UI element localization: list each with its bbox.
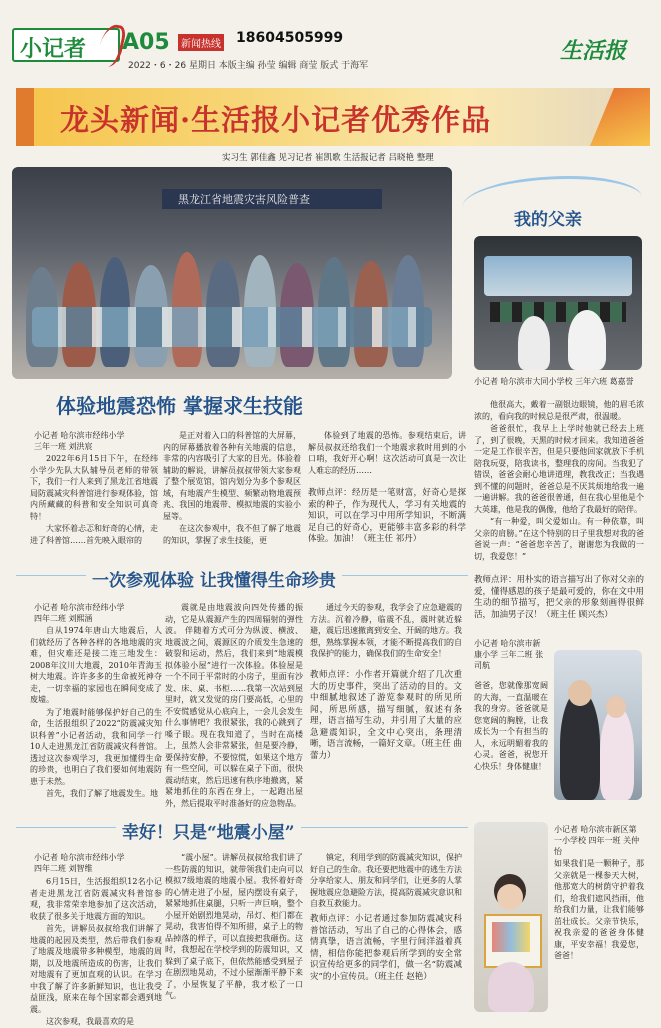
poem2-box: [474, 818, 644, 1016]
article1-col1: [30, 453, 158, 559]
father-headline: 我的父亲: [514, 210, 582, 230]
section-name: 小记者: [20, 37, 87, 62]
dateline: 2022・6・26 星期日 本版主编 孙莹 编辑 商莹 版式 于海军: [128, 61, 369, 71]
banner: [20, 88, 650, 146]
group-photo: [12, 167, 452, 379]
article2-comment: 教师点评：小作者开篇就介绍了几次重大的历史事件，突出了活动的目的。文中细腻地叙述了游览参观时的所见所闻，所思所感，描写细腻，叙述有条理，语言描写生动，并引用了大量的应急避震知识，全文中心突出，条理清晰，语言流畅，一篇好文章。（班主任 曲蕾力）: [310, 670, 462, 761]
poem1-box: [474, 638, 644, 808]
father-body-p2: 爸爸很忙，我早上上学时他就已经去上班了，到了很晚，天黑的时候才回来。我知道爸爸一定是工作很辛苦，但是只要他回家就放下手机陪我玩耍，陪我读书，整理我的房间。当我犯了错误，爸爸会耐心地讲道理，教我改正；当我遇到不懂的问题时，爸爸总是不厌其烦地给我一遍一遍讲解。我的爸爸很普通，但在我心里他是个大英雄，他是我的偶像，他给了我最好的陪伴。: [474, 424, 644, 514]
banner-credits: 实习生 郭佳鑫 见习记者 崔凯歌 生活报记者 吕晓艳 整理: [222, 153, 434, 163]
hotline-label: 新闻热线: [178, 34, 224, 51]
article2-headline: 一次参观体验 让我懂得生命珍贵: [86, 566, 342, 591]
article1-headline: 体验地震恐怖 掌握求生技能: [56, 394, 303, 418]
article1-col1-p1: 2022年6月15日下午，在经纬小学少先队大队辅导员老师的带领下，我们一行人来到了黑龙江省地震局防震减灾科普馆进行参观体验，馆内所藏藏的科普和安全知识可真奇特！: [30, 454, 158, 521]
article2-author-text: 小记者 哈尔滨市经纬小学 四年二班 刘熙涵: [34, 603, 125, 623]
article3-col3: [310, 852, 462, 914]
father-author: 小记者 哈尔滨市大同小学校 三年六班 葛嘉誉: [474, 377, 634, 386]
poem2-author: 小记者 哈尔滨市新区第一小学校 四年一班 关仲怡: [554, 825, 640, 856]
photo-crowd: [12, 227, 452, 379]
hotline-number: 18604505999: [236, 30, 344, 46]
article1-author-text: 小记者 哈尔滨市经纬小学 三年一班 刘洪宸: [34, 431, 125, 451]
banner-title: 龙头新闻·生活报小记者优秀作品: [60, 103, 492, 137]
paper-logo: 生活报: [560, 38, 627, 64]
article2-col1-p3: 首先，我们了解了地震发生。地: [46, 789, 158, 798]
cockpit-photo: [474, 236, 642, 370]
article3-col1-p3: 这次参观，我最喜欢的是: [46, 1017, 134, 1026]
page-header: [12, 18, 652, 88]
article2-col1-p1: 自从1974年唐山大地震后，人们就经历了各种各样的各地地震的灾难，但灾难还是接二连三地发生：2008年汶川大地震，2010年青海玉树大地震。许许多多的生命被死神夺走，一切幸福的家园也在瞬间变成了废墟。: [30, 626, 162, 704]
article1-col2: [163, 430, 301, 560]
poem2-text: 如果我们是一颗种子，那父亲就是一棵参天大树，他那宽大的树荫守护着我们，给我们遮风挡雨，他给我们力量，让我们能够茁壮成长。父亲节快乐，祝我亲爱的爸爸身体健康，平安幸福！我爱您，爸爸！: [554, 859, 644, 960]
article2-col2-p1: 震就是由地震波向四处传播的振动，它是从震源产生的四周辐射的弹性波。 伴随着方式可分为纵波、横波、地震波之间，震源区的介质发生急速的破裂和运动，然后，我们来到“地震模拟体验小屋”进行一次体验。体验屋是一个不同于平常时的小房子，里面有沙发、床、桌、书柜……我第一次站到屋里时，就又发觉的房门要高低，心里的不安慌感觉从心底向上，一会儿会发生什么事情吧？我很紧张，我的心跳到了嗓子眼。现在我知道了，当时在高楼上，虽然人会非常紧张，但是要冷静，要保持安静，不要惊慌，如果这个地方有一些空间，可以躲在桌子下面，很快震动结束，然后迅速有秩序地撤离，紧紧地抓住的东西在身上，一起跑出屋外，然后提取平时准备好的应急物品。: [165, 603, 303, 808]
article1-comment: 教师点评：经历是一笔财富，好奇心是探索的种子，作为现代人，学习有关地震的知识，可以在学习中用所学知识，不断满足自己的好奇心，更能够丰富多彩的科学体验。加油！（班主任 祁丹）: [308, 488, 466, 544]
article2-col3-p1: 通过今天的参观，我学会了应急避震的方法。沉着冷静，临震不乱，震时就近躲避，震后迅速撤离到安全、开阔的地方。我想，熟练掌握本领，才能不断提高我们的自我保护的能力，确保我们的生命安全！: [310, 603, 462, 658]
child-drawing-photo: [474, 822, 548, 1012]
article2-col1-p2: 为了地震时能够保护好自己的生命，生活报组织了2022“防震减灾知识科普”小记者活动，我和同学一行10人走进黑龙江省防震减灾科普馆。透过这次参观学习，我更加懂得生命的珍贵，也明白了我们要如何地震防患于未然。: [30, 707, 162, 786]
poem1-text: 爸爸，您就像那宽阔的大海，一直温暖在我的身旁。爸爸就是您宽阔的胸膛，让我成长为一个有担当的人，永远明媚着我的心灵。爸爸，祝您开心快乐！身体健康！: [474, 681, 548, 771]
article1-col3: [308, 430, 466, 490]
poem1-author: 小记者 哈尔滨市新康小学 三年二班 张司航: [474, 639, 544, 670]
article2-col2: [165, 602, 303, 806]
photo-sign: 黑龙江省地震灾害风险普查: [178, 193, 310, 206]
article3-col1-p1: 6月15日，生活报组织12名小记者走进黑龙江省防震减灾科普馆参观，我非常荣幸地参加了这次活动，收获了很多关于地震方面的知识。: [30, 877, 162, 921]
article3-col2-p1: “震小屋”。讲解员叔叔给我们讲了一些防震的知识，就带领我们走向可以模拟7级地震的地震小屋。我怀着好奇的心情走进了小屋，屋内摆设有桌子，紧紧地抓住桌腿，只听一声巨响，整个小屋开始剧烈地晃动，吊灯、柜门都在晃动，我害怕得不知所措，桌子上的物品掉落的样子，可以直接把我砸伤。这时，我想起在学校学到的防震知识，又躲到了桌子底下，但依然能感受到屋子在剧烈地晃动，不过小屋渐渐平静下来了，小屋恢复了平静，我才松了一口气。: [165, 853, 303, 1000]
father-body-p3: “有一种爱，叫父爱如山。有一种依靠，叫父亲的肩膀。”在这个特别的日子里我想对我的爸爸说一声：“爸爸您辛苦了，谢谢您为我做的一切，我爱您！”: [474, 517, 644, 561]
article1-col2-p2: 在这次参观中，我不但了解了地震的知识，掌握了求生技能，更: [163, 524, 301, 545]
article3-author: [34, 852, 158, 874]
article2-col1: [30, 625, 162, 805]
article3-author-text: 小记者 哈尔滨市经纬小学 四年二班 刘智维: [34, 853, 125, 873]
article1-col3-p1: 体验到了地震的恐怖。参观结束后，讲解员叔叔还给我们一个地震求救时用到的小口哨，我好开心啊！这次活动可真是一次让人难忘的经历……: [308, 431, 466, 475]
father-comment: 教师点评：用朴实的语言描写出了你对父亲的爱，懂得感恩的孩子是最可爱的，你在文中用生动的细节描写，把父亲的形象刻画得很鲜活，加油男子汉！（班主任 顾兴杰）: [474, 575, 645, 620]
article2-author: [34, 602, 158, 624]
article3-col2: [165, 852, 303, 1016]
article2-col3: [310, 602, 462, 670]
article3-col1-p2: 首先，讲解员叔叔给我们讲解了地震的起因及类型，然后带我们参观了地震及地震带多种模型，地震的周期，以及地震所造成的伤害，让我们对地震有了更加直观的认识。在学习中我了解了许多新鲜知识，也让我受益匪浅，原来在每个国家都会遇到地震。: [30, 924, 162, 1014]
article3-comment: 教师点评：小记者通过参加防震减灾科普馆活动，写出了自己的心得体会，感情真挚，语言流畅，字里行间洋溢着真情，相信你能把参观后所学到的安全常识宣传给更多的同学们，做一名“防震减灾”的小宣传员。（班主任 赵艳）: [310, 914, 462, 982]
article1-author: [34, 430, 158, 452]
father-body: [474, 399, 644, 579]
article3-col3-p1: 镇定，利用学到的防震减灾知识，保护好自己的生命。我还要把地震中的逃生方法分享给家人、朋友和同学们，让更多的人掌握地震应急避险方法，提高防震减灾意识和自救互救能力。: [310, 853, 462, 908]
father-body-p1: 他很高大，戴着一副银边眼镜，他的眉毛浓浓的，看向我的时候总是很严肃，很温暖。: [474, 400, 644, 421]
banner-decoration-right: [590, 88, 650, 146]
article3-col1: [30, 876, 162, 1026]
article1-col1-p2: 大家怀着忐忑和好奇的心情，走进了科普馆……首先映入眼帘的: [30, 524, 158, 545]
article1-col2-p1: 是正对着入口的科普馆的大屏幕，内的屏幕播放着各种有关地震的信息，非常的内容吸引了大家的目光。体验着辅助的解说，讲解员叔叔带领大家参观了整个展览馆，馆内划分为多个参观区域，有地震产生模型、频繁动物地震预兆、我国的地震带、模拟地震的实验小屋等。: [163, 431, 301, 521]
banner-decoration: [16, 88, 34, 146]
page-number: A05: [122, 30, 170, 55]
family-photo: [554, 650, 642, 800]
article3-headline: 幸好！只是“地震小屋”: [116, 818, 301, 843]
